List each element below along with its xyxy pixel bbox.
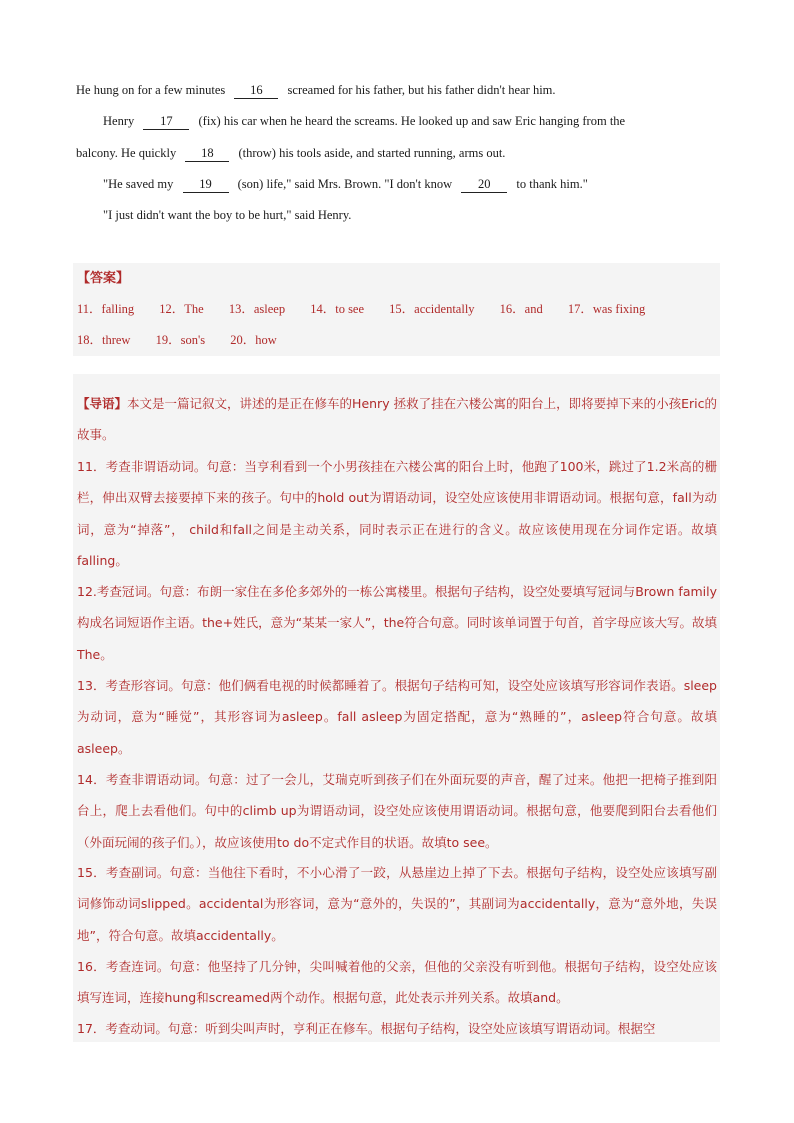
explanation-intro-text: 本文是一篇记叙文，讲述的是正在修车的Henry 拯救了挂在六楼公寓的阳台上，即将要掉下来的小孩Eric的故事。 [77,396,717,443]
blank-16: 16 [234,82,278,99]
passage-text: (throw) his tools aside, and started running, arms out. [238,146,506,160]
passage-paragraph-3 [103,169,745,200]
answer-item: 12．The [159,302,204,316]
explanation-q14: 14．考查非谓语动词。句意：过了一会儿，艾瑞克听到孩子们在外面玩耍的声音，醒了过来。他把一把椅子推到阳台上，爬上去看他们。句中的climb up为谓语动词，设空处应该使用谓语动词。根据句意，他要爬到阳台去看他们（外面玩闹的孩子们。），故应该使用to do不定式作目的状语。故填to see。 [77,772,717,850]
passage-text: (fix) his car when he heard the screams. He looked up and saw Eric hanging from the [198,114,626,128]
answer-item: 14．to see [310,302,365,316]
answer-row-2 [77,325,299,356]
passage-text: He hung on for a few minutes [76,83,226,97]
answer-item: 13．asleep [228,302,286,316]
answer-item: 17．was fixing [567,302,646,316]
blank-17: 17 [143,113,189,130]
passage-text: "He saved my [103,177,174,191]
passage-text: screamed for his father, but his father didn't hear him. [287,83,556,97]
passage-text: (son) life," said Mrs. Brown. "I don't know [237,177,453,191]
explanation-q12: 12.考查冠词。句意：布朗一家住在多伦多郊外的一栋公寓楼里。根据句子结构，设空处要填写冠词与Brown family 构成名词短语作主语。the+姓氏，意为“某某一家人”，the符合句意。同时该单词置于句首，首字母应该大写。故填The。 [77,584,717,662]
explanation-q17: 17．考查动词。句意：听到尖叫声时，亨利正在修车。根据句子结构，设空处应该填写谓语动词。根据空 [77,1021,656,1036]
answer-item: 19．son's [155,333,206,347]
blank-20: 20 [461,176,507,193]
passage-text: to thank him." [516,177,588,191]
explanation-q15: 15．考查副词。句意：当他往下看时，不小心滑了一跤，从悬崖边上掉了下去。根据句子结构，设空处应该填写副词修饰动词slipped。accidental为形容词，意为“意外的，失误的”，其副词为accidentally，意为“意外地，失误地”，符合句意。故填accidentally。 [77,865,717,943]
answer-heading: 【答案】 [77,271,130,286]
answer-item: 20．how [230,333,277,347]
passage-paragraph-2-line-2 [76,138,718,169]
passage-text: Henry [103,114,135,128]
passage-paragraph-2-line-1 [103,106,745,137]
explanation-intro-label: 【导语】 [77,396,128,411]
explanation-q13: 13．考查形容词。句意：他们俩看电视的时候都睡着了。根据句子结构可知，设空处应该填写形容词作表语。sleep为动词，意为“睡觉”，其形容词为asleep。fall asleep为固定搭配，意为“熟睡的”，asleep符合句意。故填asleep。 [77,678,717,756]
passage-paragraph-4: "I just didn't want the boy to be hurt," said Henry. [103,208,352,222]
blank-19: 19 [183,176,229,193]
answer-item: 15．accidentally [389,302,475,316]
passage-text: balcony. He quickly [76,146,177,160]
blank-18: 18 [185,145,229,162]
explanation-q11: 11．考查非谓语动词。句意：当亨利看到一个小男孩挂在六楼公寓的阳台上时，他跑了100米，跳过了1.2米高的栅栏，伸出双臂去接要掉下来的孩子。句中的hold out为谓语动词，设空处应该使用非谓语动词。根据句意，fall为动词，意为“掉落”， child和fall之间是主动关系，同时表示正在进行的含义。故应该使用现在分词作定语。故填falling。 [77,459,717,568]
answer-item: 11．falling [77,302,135,316]
passage-paragraph-1 [76,75,718,106]
explanation-q16: 16．考查连词。句意：他坚持了几分钟，尖叫喊着他的父亲，但他的父亲没有听到他。根据句子结构，设空处应该填写连词，连接hung和screamed两个动作。根据句意，此处表示并列关系。故填and。 [77,959,717,1006]
answer-item: 16．and [499,302,543,316]
explanation-intro [77,388,717,451]
answer-item: 18．threw [77,333,131,347]
answer-row-1 [77,294,667,325]
